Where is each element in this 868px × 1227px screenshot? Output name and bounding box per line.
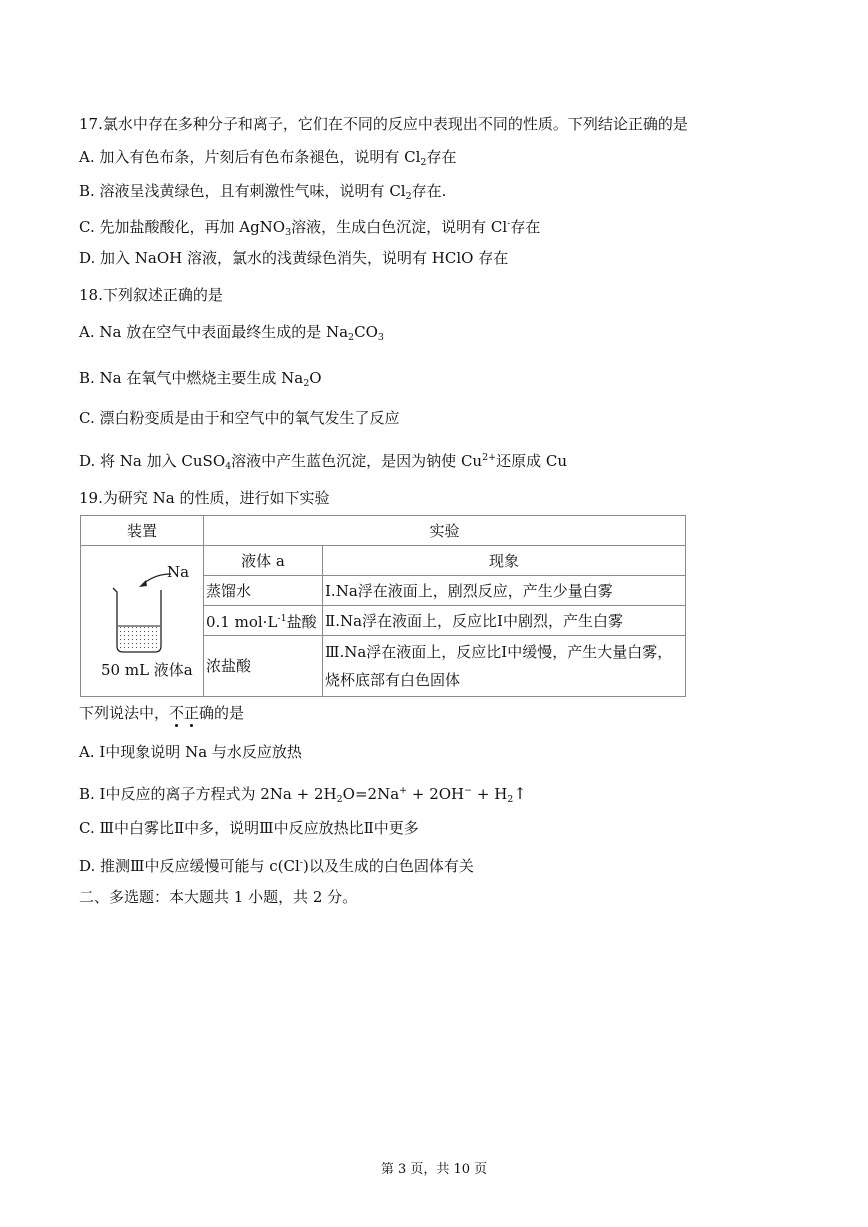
q17-c-mid: 溶液，生成白色沉淀，说明有 Cl xyxy=(291,218,508,236)
q17-option-a xyxy=(79,147,456,173)
q19-d-post: )以及生成的白色固体有关 xyxy=(303,857,474,875)
experiment-table xyxy=(80,515,686,697)
q19-option-c: C. Ⅲ中白雾比Ⅱ中多，说明Ⅲ中反应放热比Ⅱ中更多 xyxy=(79,819,419,837)
q19-b-mid3: + H xyxy=(472,785,508,803)
row1-phenomenon: Ⅰ.Na浮在液面上，剧烈反应，产生少量白雾 xyxy=(323,576,686,606)
q19-question-post: 确的是 xyxy=(199,704,245,722)
q19-option-d xyxy=(79,853,474,876)
q17-c-sup: - xyxy=(507,218,511,229)
q18-b-post: O xyxy=(309,369,322,387)
header-apparatus: 装置 xyxy=(81,516,204,546)
q19-b-mid2: + 2OH xyxy=(407,785,465,803)
q18-a-mid: CO xyxy=(354,323,378,341)
q18-a-text: A. Na 放在空气中表面最终生成的是 Na xyxy=(79,323,349,341)
up-arrow-icon: ↑ xyxy=(513,784,527,803)
q17-a-sub: 2 xyxy=(420,157,427,168)
q18-d-sup: 2+ xyxy=(482,452,497,463)
section-heading: 二、多选题：本大题共 1 小题，共 2 分。 xyxy=(79,888,358,906)
row2-liquid xyxy=(204,606,323,636)
q17-c-text: C. 先加盐酸酸化，再加 AgNO xyxy=(79,218,286,236)
q18-option-a xyxy=(79,322,384,348)
q18-option-d xyxy=(79,448,567,477)
row3-liquid: 浓盐酸 xyxy=(204,636,323,697)
row3-phenomenon xyxy=(323,636,686,697)
table-subheader-row xyxy=(81,546,686,576)
table-header-row xyxy=(81,516,686,546)
apparatus-label-na: Na xyxy=(167,563,190,581)
q19-question-emph-1: 不 xyxy=(169,704,185,722)
q19-b-text: B. Ⅰ中反应的离子方程式为 2Na + 2H xyxy=(79,785,337,803)
q17-a-text: A. 加入有色布条，片刻后有色布条褪色，说明有 Cl xyxy=(79,148,421,166)
q18-b-sub: 2 xyxy=(303,378,310,389)
q19-d-sup: - xyxy=(299,857,304,868)
beaker-icon xyxy=(113,588,161,652)
q18-d-mid: 溶液中产生蓝色沉淀，是因为钠使 Cu xyxy=(231,452,483,470)
row3-phenomenon-line2: 烧杯底部有白色固体 xyxy=(325,671,461,689)
q18-a-sub2: 3 xyxy=(377,332,384,343)
apparatus-figure xyxy=(83,546,201,696)
q18-d-post: 还原成 Cu xyxy=(496,452,568,470)
row3-phenomenon-line1: Ⅲ.Na浮在液面上，反应比Ⅰ中缓慢，产生大量白雾， xyxy=(325,643,673,661)
q19-b-sup2: − xyxy=(464,785,473,796)
q18-d-sub: 4 xyxy=(225,461,232,472)
q19-b-mid1: O=2Na xyxy=(342,785,400,803)
q19-option-a: A. Ⅰ中现象说明 Na 与水反应放热 xyxy=(79,743,302,761)
q17-c-post: 存在 xyxy=(510,218,541,236)
q18-b-text: B. Na 在氧气中燃烧主要生成 Na xyxy=(79,369,304,387)
q19-stem: 19.为研究 Na 的性质，进行如下实验 xyxy=(79,489,330,507)
q19-question-pre: 下列说法中， xyxy=(79,704,170,722)
q17-option-b xyxy=(79,181,446,207)
q17-option-d: D. 加入 NaOH 溶液，氯水的浅黄绿色消失，说明有 HClO 存在 xyxy=(79,249,509,267)
q17-option-c xyxy=(79,214,540,243)
header-phenomenon: 现象 xyxy=(323,546,686,576)
q19-question xyxy=(79,703,244,723)
q17-c-sub: 3 xyxy=(285,227,292,238)
row2-liquid-sup: -1 xyxy=(277,613,287,624)
q19-d-text: D. 推测Ⅲ中反应缓慢可能与 c(Cl xyxy=(79,857,300,875)
page-footer: 第 3 页，共 10 页 xyxy=(380,1162,488,1177)
q18-d-text: D. 将 Na 加入 CuSO xyxy=(79,452,226,470)
apparatus-caption: 50 mL 液体a xyxy=(101,661,193,679)
header-experiment: 实验 xyxy=(204,516,686,546)
q17-stem: 17.氯水中存在多种分子和离子，它们在不同的反应中表现出不同的性质。下列结论正确的是 xyxy=(79,115,688,133)
apparatus-cell xyxy=(81,546,204,697)
row2-phenomenon: Ⅱ.Na浮在液面上，反应比Ⅰ中剧烈，产生白雾 xyxy=(323,606,686,636)
q19-b-sub2: 2 xyxy=(507,794,514,805)
q18-option-c: C. 漂白粉变质是由于和空气中的氧气发生了反应 xyxy=(79,409,400,427)
q19-b-sub1: 2 xyxy=(336,794,343,805)
q18-option-b xyxy=(79,368,322,394)
q19-option-b xyxy=(79,781,527,810)
row1-liquid: 蒸馏水 xyxy=(204,576,323,606)
q17-b-text: B. 溶液呈浅黄绿色，且有刺激性气味，说明有 Cl xyxy=(79,182,406,200)
row2-liquid-post: 盐酸 xyxy=(286,613,317,631)
row2-liquid-text: 0.1 mol·L xyxy=(206,613,278,631)
header-liquid: 液体 a xyxy=(204,546,323,576)
q17-b-sub: 2 xyxy=(405,191,412,202)
q19-b-sup1: + xyxy=(399,785,408,796)
q18-stem: 18.下列叙述正确的是 xyxy=(79,286,223,304)
q19-question-emph-2: 正 xyxy=(184,704,200,722)
q18-a-sub1: 2 xyxy=(348,332,355,343)
q17-a-post: 存在 xyxy=(426,148,457,166)
q17-b-post: 存在. xyxy=(411,182,447,200)
